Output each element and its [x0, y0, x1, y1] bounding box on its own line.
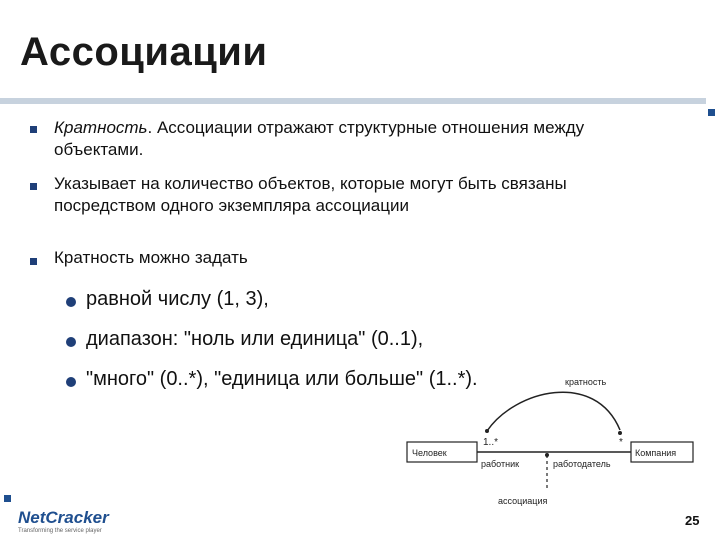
- role-left: работник: [481, 459, 520, 469]
- multiplicity-right: *: [619, 437, 623, 448]
- bullet-text: . Ассоциации отражают структурные отношения между: [147, 118, 585, 137]
- bullet-marker: [30, 183, 37, 190]
- bullet-marker: [30, 258, 37, 265]
- company-logo: [18, 508, 109, 534]
- sub-bullet-marker: [66, 377, 76, 387]
- slide-title: Ассоциации: [20, 30, 268, 74]
- divider-marker-right: [708, 109, 715, 116]
- class-name-person: Человек: [412, 448, 447, 458]
- bullet-emphasis: Кратность: [54, 118, 148, 137]
- sub-bullet-marker: [66, 337, 76, 347]
- logo-wordmark: NetCracker: [18, 508, 109, 527]
- class-name-company: Компания: [635, 448, 677, 458]
- sub-bullet-marker: [66, 297, 76, 307]
- pointer-end: [485, 429, 489, 433]
- sub-bullet-many: "много" (0..*), "единица или больше" (1..*).: [86, 368, 478, 390]
- pointer-end: [545, 453, 549, 457]
- multiplicity-left: 1..*: [483, 437, 499, 448]
- bullet-object-count: [54, 173, 567, 217]
- sub-bullet-exact-number: равной числу (1, 3),: [86, 288, 269, 310]
- bullet-text-continued: объектами.: [54, 140, 144, 159]
- bullet-text-continued: посредством одного экземпляра ассоциации: [54, 196, 409, 215]
- title-divider: [0, 98, 706, 104]
- label-multiplicity: кратность: [565, 377, 607, 387]
- logo-tagline: Transforming the service player: [18, 528, 102, 534]
- bullet-marker: [30, 126, 37, 133]
- bullet-multiplicity-definition: [54, 117, 584, 161]
- bullet-how-to-set: [54, 247, 248, 269]
- sub-bullet-range: диапазон: "ноль или единица" (0..1),: [86, 328, 424, 350]
- bullet-text: Указывает на количество объектов, которые могут быть связаны: [54, 174, 567, 193]
- bullet-text: Кратность можно задать: [54, 248, 248, 267]
- divider-marker-left: [4, 495, 11, 502]
- pointer-end: [618, 431, 622, 435]
- association-diagram: [395, 365, 700, 510]
- page-number: 25: [685, 513, 700, 528]
- role-right: работодатель: [553, 459, 611, 469]
- label-association: ассоциация: [498, 496, 548, 506]
